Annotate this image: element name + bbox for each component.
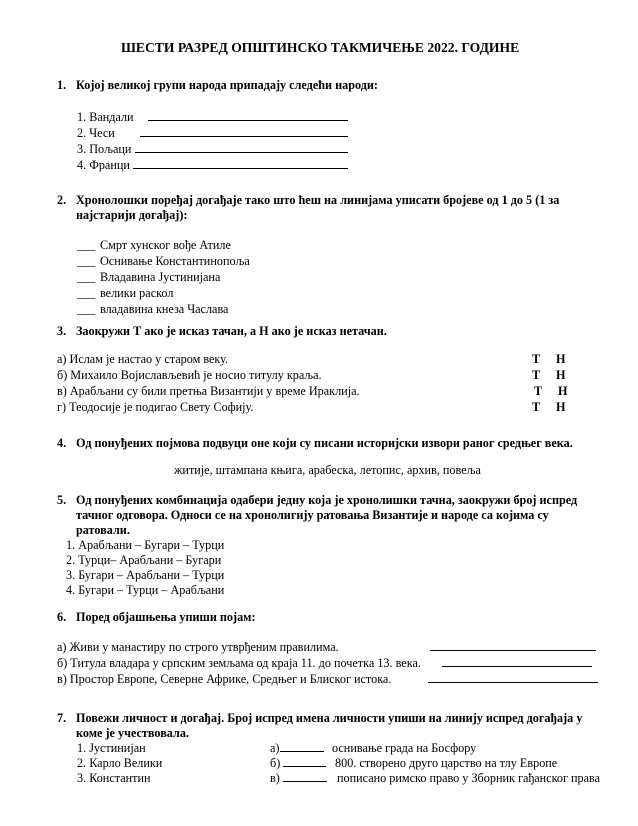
q6-item: в) Простор Европе, Северне Африке, Средњег и Блиског истока. [57,672,392,686]
q3-statement: г) Теодосије је подигао Свету Софију. [57,400,254,414]
answer-line[interactable] [428,672,598,683]
q5-number: 5. [57,493,67,507]
false-option[interactable]: Н [556,352,566,366]
q5-text-line2: тачног одговора. Односи се на хронолигију ратовања Византије и народе са којима су [76,508,549,522]
q3-text: Заокружи Т ако је исказ тачан, а Н ако је исказ нетачан. [76,324,387,338]
q2-blank[interactable]: ___ [77,254,96,268]
answer-line[interactable] [283,771,327,782]
q3-statement: в) Арабљани су били претња Византији у време Ираклија. [57,384,360,398]
q2-item: Смрт хунског вође Атиле [100,238,231,252]
q2-text-line2: најстарији догађај): [76,208,188,222]
q5-option[interactable]: 4. Бугари – Турци – Арабљани [66,583,225,597]
q7-number: 7. [57,711,67,725]
answer-line[interactable] [148,110,348,121]
true-option[interactable]: Т [532,400,541,414]
q2-blank[interactable]: ___ [77,302,96,316]
q2-number: 2. [57,193,67,207]
q1-item: 4. Франци [77,158,130,172]
q7-text-line1: Повежи личност и догађај. Број испред имена личности упиши на линију испред догађаја у [76,711,583,725]
q2-blank[interactable]: ___ [77,286,96,300]
q7-event-letter: в) [270,771,280,785]
q2-item: владавина кнеза Часлава [100,302,229,316]
q2-item: Оснивање Константинопоља [100,254,250,268]
q1-item: 1. Вандали [77,110,134,124]
false-option[interactable]: Н [556,400,566,414]
q6-item: б) Титула владара у српским земљама од краја 11. до почетка 13. века. [57,656,421,670]
true-option[interactable]: Т [534,384,543,398]
q7-event-letter: б) [270,756,281,770]
q2-item: велики раскол [100,286,174,300]
q7-event: пописано римско право у Зборник гађанског права [337,771,601,785]
q7-person: 1. Јустинијан [77,741,146,755]
q4-text: Од понуђених појмова подвуци оне који су писани историјски извори раног средњег века. [76,436,573,450]
true-option[interactable]: Т [532,352,541,366]
answer-line[interactable] [135,142,348,153]
false-option[interactable]: Н [558,384,568,398]
q2-blank[interactable]: ___ [77,238,96,252]
q5-option[interactable]: 1. Арабљани – Бугари – Турци [66,538,225,552]
false-option[interactable]: Н [556,368,566,382]
q3-statement: б) Михаило Војислављевић је носио титулу краља. [57,368,322,382]
true-option[interactable]: Т [532,368,541,382]
q3-statement: а) Ислам је настао у старом веку. [57,352,229,366]
answer-line[interactable] [442,656,592,667]
q4-number: 4. [57,436,67,450]
q1-item: 3. Пољаци [77,142,132,156]
q7-event-letter: а) [270,741,280,755]
q7-event: оснивање града на Босфору [332,741,477,755]
q7-text-line2: коме је учествовала. [76,726,189,740]
q2-text-line1: Хронолошки поређај догађаје тако што ћеш на линијама уписати бројеве од 1 до 5 (1 за [76,193,560,207]
q7-event: 800. створено друго царство на тлу Европе [335,756,558,770]
q5-text-line1: Од понуђених комбинација одабери једну која је хронолишки тачна, заокружи број испред [76,493,578,507]
q6-text: Поред објашњења упиши појам: [76,610,256,624]
q4-terms[interactable]: житије, штампана књига, арабеска, летопис, архив, повеља [174,463,481,477]
answer-line[interactable] [430,640,596,651]
answer-line[interactable] [133,158,348,169]
q6-number: 6. [57,610,67,624]
answer-line[interactable] [283,756,326,767]
q5-option[interactable]: 2. Турци– Арабљани – Бугари [66,553,222,567]
q1-text: Којој великој групи народа припадају следећи народи: [76,78,378,92]
q2-item: Владавина Јустинијана [100,270,221,284]
answer-line[interactable] [140,126,348,137]
q7-person: 2. Карло Велики [77,756,163,770]
q6-item: а) Живи у манастиру по строго утврђеним правилима. [57,640,339,654]
q1-item: 2. Чеси [77,126,115,140]
q1-number: 1. [57,78,67,92]
page-title: ШЕСТИ РАЗРЕД ОПШТИНСКО ТАКМИЧЕЊЕ 2022. ГОДИНЕ [121,40,520,55]
q5-text-line3: ратовали. [76,523,130,537]
q5-option[interactable]: 3. Бугари – Арабљани – Турци [66,568,225,582]
answer-line[interactable] [280,741,324,752]
q7-person: 3. Константин [77,771,151,785]
q3-number: 3. [57,324,67,338]
q2-blank[interactable]: ___ [77,270,96,284]
